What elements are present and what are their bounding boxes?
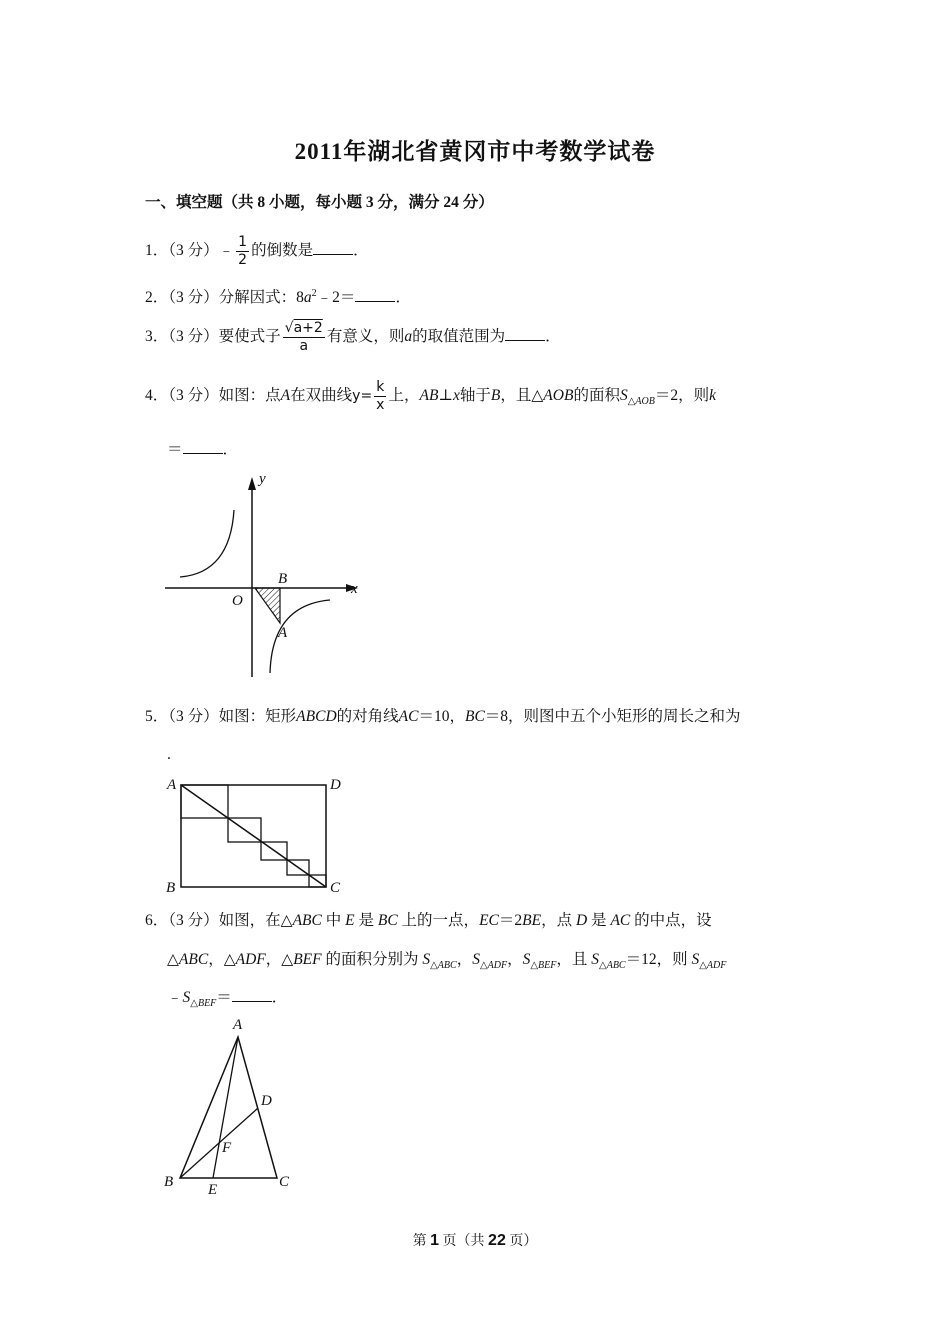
q3-pre: 要使式子 xyxy=(218,328,281,346)
q6-var-s: S xyxy=(591,951,600,968)
question-3 xyxy=(145,320,561,355)
q6-text: 是 xyxy=(354,912,378,929)
q3-radicand: a+2 xyxy=(293,320,323,336)
question-5-line2 xyxy=(167,744,171,766)
q4-sub: △AOB xyxy=(627,396,655,408)
q6-var: ADF xyxy=(235,951,266,968)
q4-text: ⊥ xyxy=(438,387,453,405)
q6-text: ，△ xyxy=(265,951,294,968)
question-2 xyxy=(145,283,411,309)
q6-text: ，△ xyxy=(208,951,236,968)
q1-number: 1． xyxy=(145,242,169,260)
fig5-label-b: B xyxy=(166,880,176,896)
q3-mid: 有意义，则 xyxy=(326,328,405,346)
q4-text: 轴于 xyxy=(459,387,491,405)
q3-var: a xyxy=(404,328,413,346)
q6-text: 上的一点， xyxy=(397,912,480,929)
q6-end: ． xyxy=(271,989,288,1006)
fig6-label-d: D xyxy=(261,1093,272,1109)
q4-var-k: k xyxy=(709,387,716,405)
q5-var-ac: AC xyxy=(398,708,419,725)
q1-frac-den: 2 xyxy=(238,252,248,268)
q1-frac-num: 1 xyxy=(238,234,248,250)
q4-frac-num: k xyxy=(374,379,386,397)
q5-score: （3 分） xyxy=(168,708,219,725)
question-5 xyxy=(145,706,741,728)
fig4-label-o: O xyxy=(232,593,243,609)
q4-var-ab: AB xyxy=(419,387,439,405)
q6-text: ﹣ xyxy=(167,989,183,1006)
q6-var: ABC xyxy=(292,912,322,929)
q6-text: ， xyxy=(456,951,473,968)
figure-hyperbola xyxy=(160,465,370,680)
q5-var-bc: BC xyxy=(464,708,485,725)
q6-blank xyxy=(232,987,272,1002)
q1-text: 的倒数是 xyxy=(251,242,314,260)
q5-text: 如图：矩形 xyxy=(218,708,297,725)
q6-sub: △ABC xyxy=(430,960,457,972)
q6-sub: △ADF xyxy=(699,960,727,972)
q5-end: . xyxy=(167,746,171,763)
q6-text: ＝12，则 xyxy=(625,951,692,968)
q1-minus: ﹣ xyxy=(218,242,235,260)
q1-end: ． xyxy=(353,242,369,260)
q6-var: BE xyxy=(522,912,542,929)
q2-sup: 2 xyxy=(311,288,317,299)
q1-fraction xyxy=(236,234,249,269)
q4-var-aob: AOB xyxy=(543,387,574,405)
q4-text: 在双曲线 xyxy=(290,387,353,405)
q4-y: y= xyxy=(352,388,373,405)
q4-number: 4． xyxy=(145,387,169,405)
q6-score: （3 分） xyxy=(168,912,219,929)
q6-var: AC xyxy=(610,912,631,929)
q6-sub: △ADF xyxy=(479,960,508,972)
fig4-label-y: y xyxy=(259,471,266,487)
q6-sub: △BEF xyxy=(190,998,217,1010)
q4-var-s: S xyxy=(619,387,628,405)
q4-eq: ＝ xyxy=(167,441,183,458)
figure-rectangle xyxy=(162,772,352,897)
q6-text: ＝ xyxy=(216,989,232,1006)
fig4-label-x: x xyxy=(351,581,358,597)
q6-var: D xyxy=(575,912,588,929)
q3-post: 的取值范围为 xyxy=(412,328,506,346)
fig6-label-a: A xyxy=(233,1017,243,1033)
q3-number: 3． xyxy=(145,328,169,346)
q6-var: BC xyxy=(377,912,398,929)
q5-var-abcd: ABCD xyxy=(296,708,337,725)
q4-fraction xyxy=(374,379,386,414)
fig4-label-a: A xyxy=(278,625,288,641)
fig6-label-f: F xyxy=(222,1140,232,1156)
q2-score: （3 分） xyxy=(168,289,219,307)
q4-text: ＝2，则 xyxy=(654,387,710,405)
q3-frac-den: a xyxy=(299,338,309,354)
q3-blank xyxy=(505,326,545,341)
q2-blank xyxy=(355,287,395,302)
q6-var-s: S xyxy=(182,989,191,1006)
q5-text: ＝10， xyxy=(418,708,465,725)
q6-var: E xyxy=(345,912,355,929)
fig5-label-c: C xyxy=(330,880,341,896)
q2-var: a xyxy=(303,289,312,307)
footer-post: 页） xyxy=(505,1234,538,1249)
q6-text: ，点 xyxy=(541,912,576,929)
q4-text: 上， xyxy=(388,387,420,405)
q6-number: 6． xyxy=(145,912,169,929)
q4-var-b: B xyxy=(490,387,501,405)
q3-frac-num: √a+2 xyxy=(284,320,323,336)
fig6-label-e: E xyxy=(208,1182,218,1197)
fig6-label-c: C xyxy=(279,1174,290,1190)
q6-var-s: S xyxy=(522,951,531,968)
page-footer xyxy=(0,1230,950,1250)
footer-total-pages: 22 xyxy=(488,1232,506,1249)
figure-triangle xyxy=(160,1012,300,1197)
q6-text: 中 xyxy=(321,912,346,929)
fig5-label-d: D xyxy=(330,777,341,793)
q6-var-s: S xyxy=(472,951,480,968)
q4-text: 的面积 xyxy=(573,387,620,405)
page-title: 2011年湖北省黄冈市中考数学试卷 xyxy=(294,139,656,164)
q3-end: ． xyxy=(545,328,561,346)
q2-end: ． xyxy=(395,289,411,307)
q4-text: 如图：点 xyxy=(218,387,281,405)
q1-blank xyxy=(313,240,353,255)
section-heading: 一、填空题（共 8 小题，每小题 3 分，满分 24 分） xyxy=(145,194,494,211)
fig5-label-a: A xyxy=(167,777,177,793)
q4-end: ． xyxy=(222,441,239,458)
q6-text: ， xyxy=(507,951,523,968)
q5-number: 5． xyxy=(145,708,169,725)
q4-text: ，且△ xyxy=(500,387,544,405)
q6-text: △ xyxy=(167,951,179,968)
q4-score: （3 分） xyxy=(168,387,219,405)
q6-var-s: S xyxy=(422,951,431,968)
q6-text: 的面积分别为 xyxy=(321,951,423,968)
q4-frac-den: x xyxy=(376,397,385,413)
q4-blank xyxy=(183,439,223,454)
q6-sub: △ABC xyxy=(599,960,626,972)
q6-var: EC xyxy=(479,912,499,929)
q6-text: 是 xyxy=(587,912,611,929)
q5-text: ＝8，则图中五个小矩形的周长之和为 xyxy=(484,708,741,725)
fig6-label-b: B xyxy=(164,1174,174,1190)
question-1 xyxy=(145,234,369,269)
q6-var-s: S xyxy=(691,951,700,968)
question-6 xyxy=(145,910,712,932)
question-4-line2 xyxy=(167,439,238,461)
q1-score: （3 分） xyxy=(168,242,219,260)
footer-page-number: 1 xyxy=(430,1232,440,1249)
question-6-line2 xyxy=(167,949,726,977)
q2-text: 分解因式：8 xyxy=(218,289,304,307)
q6-sub: △BEF xyxy=(530,960,557,972)
q2-rest: ﹣2＝ xyxy=(316,289,356,307)
q5-text: 的对角线 xyxy=(336,708,399,725)
q6-text: ，且 xyxy=(556,951,592,968)
q6-text: 的中点，设 xyxy=(630,912,712,929)
q4-var-x: x xyxy=(453,387,460,405)
fig4-label-b: B xyxy=(278,571,288,587)
q3-score: （3 分） xyxy=(168,328,219,346)
footer-mid: 页（共 xyxy=(439,1234,489,1249)
question-4 xyxy=(145,379,716,414)
question-6-line3 xyxy=(167,987,287,1015)
q4-var-a: A xyxy=(280,387,291,405)
q2-number: 2． xyxy=(145,289,169,307)
q6-text: 如图，在△ xyxy=(218,912,293,929)
q3-fraction xyxy=(283,320,325,355)
q6-var: BEF xyxy=(293,951,322,968)
footer-pre: 第 xyxy=(412,1234,431,1249)
q6-text: ＝2 xyxy=(498,912,523,929)
q6-var: ABC xyxy=(178,951,209,968)
